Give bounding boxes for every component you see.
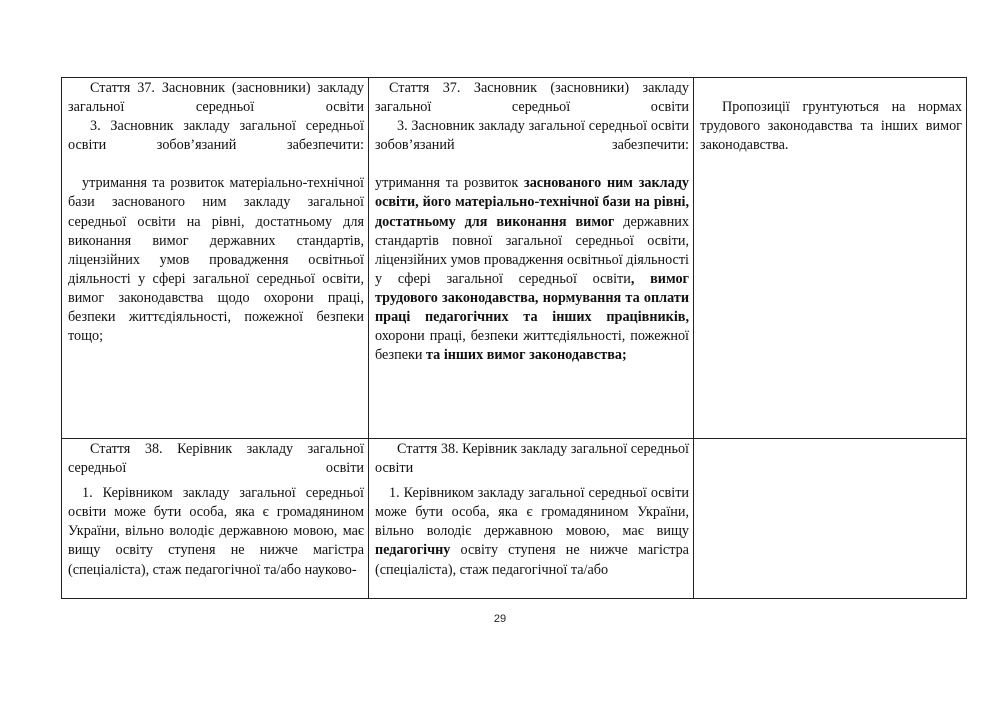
bold-text-run: та інших вимог законодавства; — [426, 347, 627, 364]
bold-text-run: педагогічну — [375, 542, 451, 559]
clause-text: 3. Засновник закладу загальної середньої освіти зобов’язаний забезпечити: — [375, 118, 689, 154]
clause-text: 3. Засновник закладу загальної середньої освіти зобов’язаний забезпечити: — [68, 118, 364, 154]
text-run: охорони праці, безпеки життєдіяльності, пожежної безпеки — [375, 328, 689, 364]
text-run: утримання та розвиток — [375, 175, 524, 192]
bold-text-run: , вимог трудового законодавства, нормування та оплати праці педагогічних та інших працівників, — [375, 270, 689, 326]
justification-cell — [694, 78, 967, 439]
current-version-cell — [62, 439, 369, 599]
text-run: 1. Керівником закладу загальної середньої освіти може бути особа, яка є громадянином України, вільно володіє державною мовою, має вищу — [375, 485, 689, 540]
bold-text-run: заснованого ним закладу освіти, його матеріально-технічної бази на рівні, достатньому для виконання вимог — [375, 175, 689, 230]
clause-body-rich — [375, 484, 689, 579]
article-heading: Стаття 37. Засновник (засновники) закладу загальної середньої освіти — [375, 80, 689, 116]
clause-body: 1. Керівником закладу загальної середньої освіти може бути особа, яка є громадянином України, вільно володіє державною мовою, має вищу освіту ступеня не нижче магістра (спеціаліста), стаж педагогічної та/або науково- — [68, 485, 364, 578]
clause-body-rich — [375, 174, 689, 365]
text-run: освіту ступеня не нижче магістра (спеціаліста), стаж педагогічної та/або — [375, 542, 689, 578]
current-version-cell — [62, 78, 369, 439]
article-heading: Стаття 38. Керівник закладу загальної середньої освіти — [68, 441, 364, 477]
proposed-version-cell — [369, 439, 694, 599]
text-run: державних стандартів повної загальної середньої освіти, ліцензійних умов провадження освітньої діяльності у сфері загальної середньої освіти — [375, 213, 689, 287]
table-row — [62, 78, 967, 439]
page-number: 29 — [493, 613, 507, 625]
clause-body: утримання та розвиток матеріально-технічної бази заснованого ним закладу загальної середньої освіти на рівні, достатньому для виконання вимог державних стандартів, ліцензійних умов провадження освітньої діяльності у сфері загальної середньої освіти, вимог законодавства щодо охорони праці, безпеки життєдіяльності, пожежної безпеки тощо; — [68, 175, 364, 345]
justification-cell — [694, 439, 967, 599]
table-row — [62, 439, 967, 599]
justification-text: Пропозиції грунтуються на нормах трудового законодавства та інших вимог законодавства. — [700, 99, 962, 154]
proposed-version-cell — [369, 78, 694, 439]
comparison-table — [61, 77, 967, 599]
article-heading: Стаття 38. Керівник закладу загальної середньої освіти — [375, 441, 689, 477]
article-heading: Стаття 37. Засновник (засновники) закладу загальної середньої освіти — [68, 80, 364, 116]
